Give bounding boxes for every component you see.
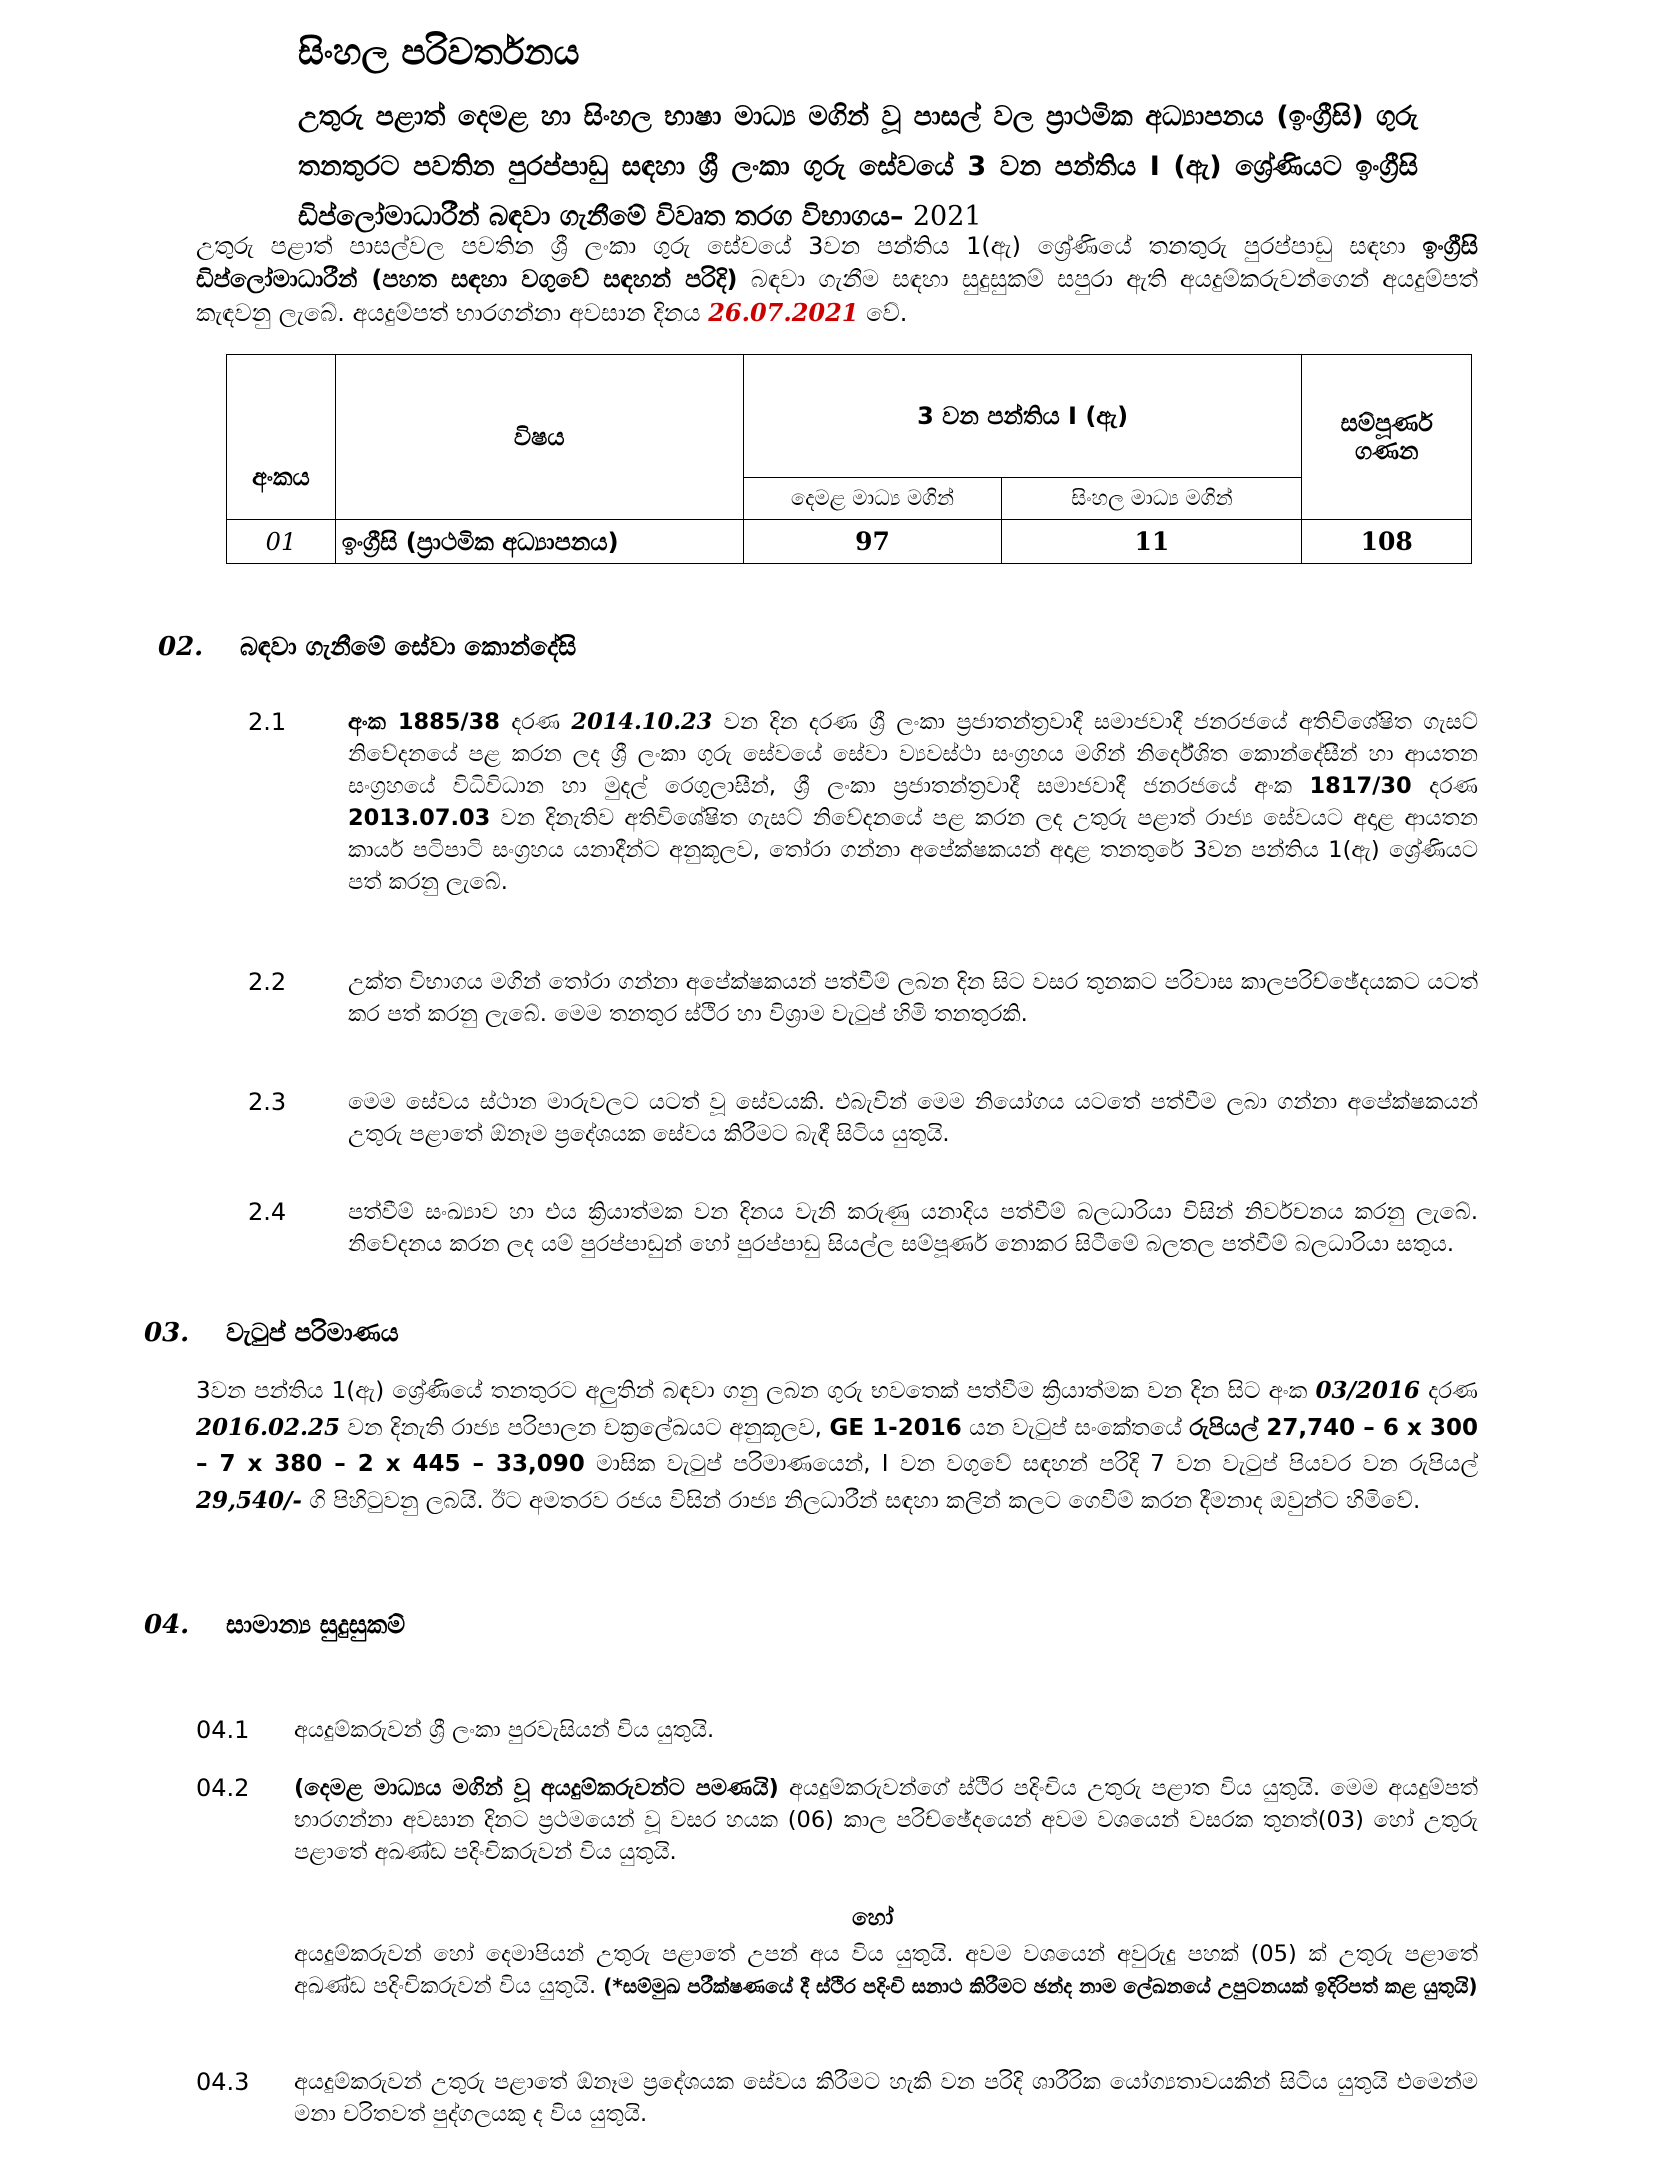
section-02-label: බඳවා ගැනීමේ සේවා කොන්දේසි [239,632,577,661]
salary-paragraph [196,1373,1478,1519]
item-2-4-number: 2.4 [248,1198,287,1226]
section-04-number: 04. [144,1610,190,1640]
section-03-heading [144,1316,399,1350]
row-total-count: 108 [1302,520,1472,564]
circular-date: 2016.02.25 [196,1413,341,1441]
intro-text-2: බඳවා ගැනීම සඳහා සුදුසුකම් සපුරා ඇති අයදුම්කරුවන්ගෙන් අයදුම්පත් කැඳවනු ලැබේ. අයදුම්පත් භාරගන්නා අවසාන දිනය [196,265,1478,327]
or-separator: හෝ [852,1905,894,1931]
item-04-1-number: 04.1 [196,1716,250,1744]
gazette-no-1: අංක 1885/38 [348,709,500,735]
text-frag: අයදුම්කරුවන් හෝ දෙමාපියන් උතුරු පළාතේ උපන් අය විය යුතුයි. අවම වශයෙන් අවුරුදු පහක් (05) ක් උතුරු පළාතේ අඛණ්ඩ පදිංචිකරුවන් විය යුතුයි. [294,1941,1478,1999]
text-frag: වන දින දරණ ශ්‍රී ලංකා ප්‍රජාතන්ත්‍රවාදී සමාජවාදී ජනරජයේ අතිවිශේෂිත ගැසට් නිවේදනයේ පළ කරන ලද ශ්‍රී ලංකා ගුරු සේවයේ සේවා ව්‍යවස්ථා සංග්‍රහය මගින් නිර්දේශිත කොන්දේසීන් හා ආයතන සංග්‍රහයේ විධිවිධාන හා මුදල් රෙගුලාසීන්, ශ්‍රී ලංකා ප්‍රජාතන්ත්‍රවාදී සමාජවාදී ජනරජයේ අංක [348,709,1479,799]
vacancy-table [226,354,1472,564]
section-04-label: සාමාන්‍ය සුදුසුකම් [225,1610,406,1639]
text-frag: ගි පිහිටුවනු ලබයි. ඊට අමතරව රජය විසින් රාජ්‍ය නිලධාරීන් සඳහා කලින් කලට ගෙවීම් කරන දීමනාද ඔවුන්ට හිමිවේ. [309,1487,1421,1514]
notice-heading [298,92,1418,242]
item-04-2-number: 04.2 [196,1774,250,1802]
text-frag: අයදුම්කරුවන්ගේ ස්ථිර පදිංචිය උතුරු පළාත විය යුතුයි. මෙම අයදුම්පත් භාරගන්නා අවසාන දිනට ප්‍රථමයෙන් වූ වසර හයක (06) කාල පරිච්ඡේදයෙන් අවම වශයෙන් වසරක තුනත්(03) හෝ උතුරු පළාතේ අඛණ්ඩ පදිංචිකරුවන් විය යුතුයි. [294,1775,1478,1865]
item-2-2-number: 2.2 [248,968,287,996]
heading-text: උතුරු පළාත් දෙමළ හා සිංහල භාෂා මාධ්‍ය මගින් වූ පාසල් වල ප්‍රාථමික අධ්‍යාපනය (ඉංග්‍රීසි) ගුරු තනතුරට පවතින පුරප්පාඩු සඳහා ශ්‍රී ලංකා ගුරු සේවයේ 3 වන පන්තිය I (ඇ) ශ්‍රේණියට ඉංග්‍රීසි ඩිප්ලෝමාධාරීන් බඳවා ගැනීමේ විවෘත තරග විභාගය– [298,101,1418,232]
table-header-total: සම්පූර්ණ ගණන [1302,355,1472,520]
intro-text-1: උතුරු පළාත් පාසල්වල පවතින ශ්‍රී ලංකා ගුරු සේවයේ 3වන පන්තිය 1(ඇ) ශ්‍රේණියේ තනතුරු පුරප්පාඩු සඳහා [196,232,1406,260]
gazette-date-2: 2013.07.03 [348,805,491,831]
item-04-3-number: 04.3 [196,2068,250,2096]
table-header-no: අංකය [227,355,336,520]
item-2-1-number: 2.1 [248,708,287,736]
row-tamil-count: 97 [743,520,1002,564]
document-title: සිංහල පරිවර්තනය [298,32,580,73]
text-frag: වන දිනැති රාජ්‍ය පරිපාලන චක්‍රලේඛයට අනුකූලව, [347,1414,822,1441]
item-2-4-text: පත්වීම් සංඛ්‍යාව හා එය ක්‍රියාත්මක වන දිනය වැනි කරුණු යනාදිය පත්වීම් බලධාරියා විසින් නිර්වචනය කරනු ලැබේ. නිවේදනය කරන ලද යම් පුරප්පාඩුන් හෝ පුරප්පාඩු සියල්ල සම්පූර්ණ නොකර සිටීමේ බලතල පත්වීම් බලධාරියා සතුය. [348,1199,1478,1257]
salary-code: GE 1-2016 [829,1414,962,1441]
text-frag: යන වැටුප් සංකේතයේ [969,1414,1182,1441]
text-frag: දරණ [1429,773,1479,799]
item-2-4 [248,1196,1478,1296]
text-frag: 3වන පන්තිය 1(ඇ) ශ්‍රේණියේ තනතුරට අලුතින් බඳවා ගනු ලබන ගුරු භවතෙක් පත්වීම ක්‍රියාත්මක වන දින සිට අංක [196,1378,1308,1404]
gazette-no-2: 1817/30 [1309,773,1412,799]
tamil-medium-note: (දෙමළ මාධ්‍යය මගින් වූ අයදුම්කරුවන්ට පමණයි) [294,1775,779,1801]
salary-scale: රුපියල් 27,740 – 6 x 300 – 7 x 380 – 2 x 445 – 33,090 [196,1414,1479,1477]
row-subject: ඉංග්‍රීසි (ප්‍රාථමික අධ්‍යාපනය) [335,520,743,564]
item-2-1-text [348,706,1478,898]
table-header-sinhala: සිංහල මාධ්‍ය මගින් [1002,478,1302,520]
item-2-2 [248,966,1478,1066]
item-04-2-alt [196,1938,1478,2048]
section-03-label: වැටුප් පරිමාණය [225,1318,399,1347]
item-04-1-text: අයදුම්කරුවන් ශ්‍රී ලංකා පුරවැසියන් විය යුතුයි. [294,1717,715,1743]
intro-bold-1: ඉංග්‍රීසි ඩිප්ලෝමාධාරීන් (පහත සඳහා වගුවේ සඳහන් පරිදි) [196,232,1478,293]
circular-no: 03/2016 [1315,1377,1420,1404]
item-04-1 [196,1714,1478,1754]
text-frag: වන දිනැතිව අතිවිශේෂිත ගැසට් නිවේදනයේ පළ කරන ලද උතුරු පළාත් රාජ්‍ය සේවයට අදාළ ආයතන කාර්ය පටිපාටි සංග්‍රහය යනාදීන්ට අනුකූලව, තෝරා ගන්නා අපේක්ෂකයන් අදාළ තනතුරේ 3වන පන්තිය 1(ඇ) ශ්‍රේණියට පත් කරනු ලැබේ. [348,805,1478,895]
table-row [227,520,1472,564]
section-03-number: 03. [144,1318,190,1348]
table-header-tamil: දෙමළ මාධ්‍ය මගින් [743,478,1002,520]
closing-date: 26.07.2021 [708,298,859,327]
section-04-heading [144,1608,405,1642]
item-2-3-number: 2.3 [248,1088,287,1116]
section-02-number: 02. [158,632,204,662]
item-2-3 [248,1086,1478,1156]
table-header-grade: 3 වන පන්තිය I (ඇ) [743,355,1302,478]
text-frag: දරණ [511,709,561,735]
item-04-2 [196,1772,1478,1902]
starting-salary: 29,540/- [196,1486,302,1514]
item-2-2-text: උක්ත විභාගය මගින් තෝරා ගන්නා අපේක්ෂකයන් පත්වීම් ලබන දින සිට වසර තුනකට පරිවාස කාලපරිච්ඡේදයකට යටත් කර පත් කරනු ලැබේ. මෙම තනතුර ස්ථිර හා විශ්‍රාම වැටුප් හිමි තනතුරකි. [348,969,1478,1027]
text-frag: දරණ [1428,1378,1479,1404]
item-04-3 [196,2066,1478,2146]
item-04-2-alt-text [294,1938,1478,2002]
row-sinhala-count: 11 [1002,520,1302,564]
text-frag: මාසික වැටුප් පරිමාණයෙන්, I වන වගුවේ සඳහන් පරිදි 7 වන වැටුප් පියවර වන රුපියල් [596,1451,1478,1477]
intro-paragraph [196,230,1478,330]
item-2-3-text: මෙම සේවය ස්ථාන මාරුවලට යටත් වූ සේවයකි. එබැවින් මෙම නියෝගය යටතේ පත්වීම ලබා ගන්නා අපේක්ෂකයන් උතුරු පළාතේ ඕනෑම ප්‍රදේශයක සේවය කිරීමට බැඳී සිටිය යුතුයි. [348,1089,1478,1147]
heading-year: 2021 [912,201,982,232]
table-header-subject: විෂය [335,355,743,520]
item-04-2-text [294,1772,1478,1868]
gazette-date-1: 2014.10.23 [571,709,713,735]
item-2-1 [248,706,1478,946]
intro-text-3: වේ. [866,299,908,327]
interview-note: (*සම්මුඛ පරීක්ෂණයේ දී ස්ථිර පදිංචි සනාථ කිරීමට ඡන්ද නාම ලේඛනයේ උපුටනයක් ඉදිරිපත් කළ යුතුයි) [603,1974,1478,1998]
section-02-heading [158,630,576,664]
row-no: 01 [227,520,336,564]
item-04-3-text: අයදුම්කරුවන් උතුරු පළාතේ ඕනෑම ප්‍රදේශයක සේවය කිරීමට හැකි වන පරිදි ශාරීරික යෝග්‍යතාවයකින් සිටිය යුතුයි එමෙන්ම මනා චරිතවත් පුද්ගලයකු ද විය යුතුයි. [294,2069,1478,2127]
